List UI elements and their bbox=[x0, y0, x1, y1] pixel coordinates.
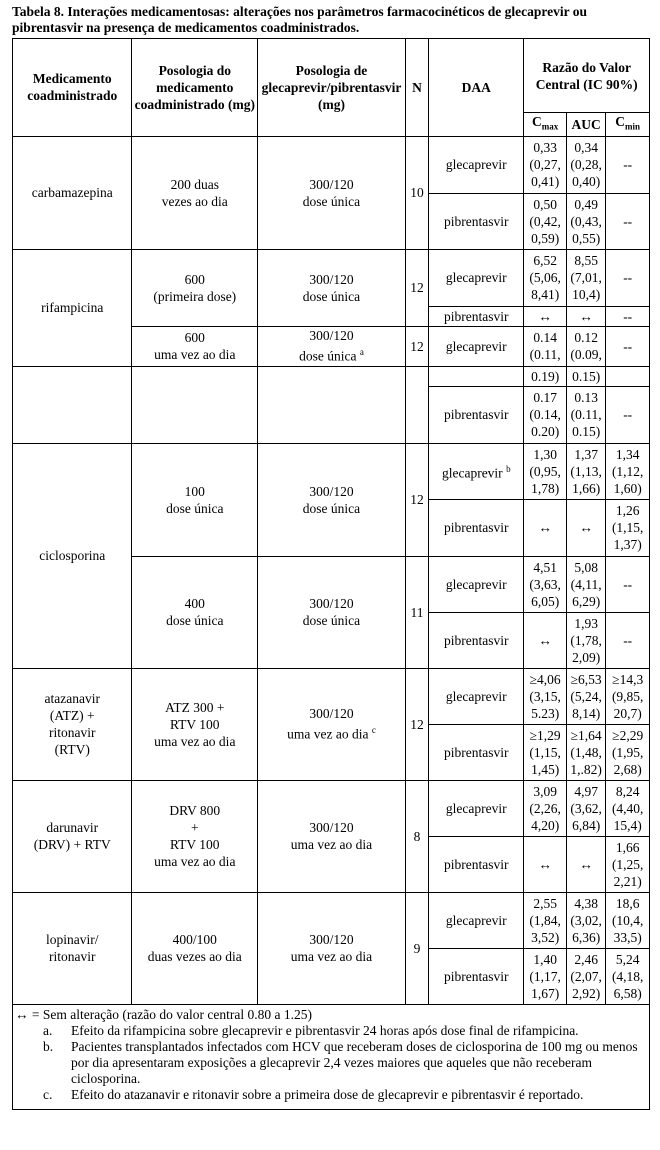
header-daa: DAA bbox=[429, 39, 524, 137]
daa-cell: glecaprevir $^b$ bbox=[429, 443, 524, 499]
cmax-cell: 0,33 (0,27, 0,41) bbox=[524, 136, 567, 193]
daa-cell: pibrentasvir bbox=[429, 612, 524, 668]
cmax-cell: 4,51 (3,63, 6,05) bbox=[524, 556, 567, 612]
cmax-cell: 0.19) bbox=[524, 366, 567, 386]
header-drug: Medicamento coadministrado bbox=[13, 39, 132, 137]
header-gp-dose: Posologia de glecaprevir/pibrentasvir (mg) bbox=[258, 39, 406, 137]
gp-dose-cell: 300/120 dose única bbox=[258, 249, 406, 326]
footnote-legend: ↔ = Sem alteração (razão do valor central 0.80 a 1.25) bbox=[15, 1006, 312, 1022]
cmin-cell: ≥14,3 (9,85, 20,7) bbox=[606, 668, 650, 724]
auc-cell: 4,38 (3,02, 6,36) bbox=[566, 892, 605, 948]
cmin-cell: 1,66 (1,25, 2,21) bbox=[606, 836, 650, 892]
daa-cell: glecaprevir bbox=[429, 668, 524, 724]
cmax-cell: 3,09 (2,26, 4,20) bbox=[524, 780, 567, 836]
auc-cell: 0,49 (0,43, 0,55) bbox=[566, 193, 605, 249]
cmin-cell-empty bbox=[606, 366, 650, 386]
auc-cell: 0.13 (0.11, 0.15) bbox=[566, 386, 605, 443]
auc-cell: 5,08 (4,11, 6,29) bbox=[566, 556, 605, 612]
dose-cell: 600 uma vez ao dia bbox=[132, 326, 258, 366]
daa-cell: pibrentasvir bbox=[429, 499, 524, 556]
cmax-cell: 2,55 (1,84, 3,52) bbox=[524, 892, 567, 948]
auc-cell: ↔ bbox=[566, 836, 605, 892]
cmax-cell: 1,30 (0,95, 1,78) bbox=[524, 443, 567, 499]
cmin-cell: ≥2,29 (1,95, 2,68) bbox=[606, 724, 650, 780]
daa-cell: pibrentasvir bbox=[429, 193, 524, 249]
cmin-cell: 18,6 (10,4, 33,5) bbox=[606, 892, 650, 948]
footnote-b: b. Pacientes transplantados infectados com HCV que receberam doses de ciclosporina de 100 mg ou menos por dia apresentaram exposições a glecaprevir 2,4 vezes maiores que aqueles que não receberam ciclosporina. bbox=[43, 1038, 638, 1086]
cmax-cell: ↔ bbox=[524, 306, 567, 326]
drug-cell: ciclosporina bbox=[13, 443, 132, 668]
cmax-cell: ↔ bbox=[524, 612, 567, 668]
header-auc: AUC bbox=[566, 113, 605, 137]
cmin-cell: -- bbox=[606, 386, 650, 443]
auc-cell: ↔ bbox=[566, 306, 605, 326]
n-cell: 8 bbox=[405, 780, 428, 892]
cmin-cell: 1,26 (1,15, 1,37) bbox=[606, 499, 650, 556]
cmin-cell: 8,24 (4,40, 15,4) bbox=[606, 780, 650, 836]
daa-cell: pibrentasvir bbox=[429, 724, 524, 780]
gp-dose-cell: 300/120 uma vez ao dia $^c$ bbox=[258, 668, 406, 780]
cmax-cell: 6,52 (5,06, 8,41) bbox=[524, 249, 567, 306]
daa-cell: pibrentasvir bbox=[429, 306, 524, 326]
cmax-cell: ≥1,29 (1,15, 1,45) bbox=[524, 724, 567, 780]
drug-cell-empty bbox=[13, 366, 132, 443]
n-cell: 12 bbox=[405, 443, 428, 556]
gp-dose-cell: 300/120 uma vez ao dia bbox=[258, 892, 406, 1004]
auc-cell: 4,97 (3,62, 6,84) bbox=[566, 780, 605, 836]
drug-cell: darunavir (DRV) + RTV bbox=[13, 780, 132, 892]
cmax-cell: ↔ bbox=[524, 499, 567, 556]
daa-cell: glecaprevir bbox=[429, 326, 524, 366]
daa-cell: glecaprevir bbox=[429, 892, 524, 948]
cmin-cell: -- bbox=[606, 306, 650, 326]
gp-dose-cell: 300/120 uma vez ao dia bbox=[258, 780, 406, 892]
gp-dose-cell: 300/120 dose única $^a$ bbox=[258, 326, 406, 366]
n-cell: 12 bbox=[405, 249, 428, 326]
header-cmin: $C_{min}$ bbox=[606, 113, 650, 137]
cmin-cell: -- bbox=[606, 249, 650, 306]
drug-cell: rifampicina bbox=[13, 249, 132, 366]
footnote-a: a. Efeito da rifampicina sobre glecaprevir e pibrentasvir 24 horas após dose final de rifampicina. bbox=[43, 1022, 579, 1038]
daa-cell: glecaprevir bbox=[429, 556, 524, 612]
daa-cell-empty bbox=[429, 366, 524, 386]
cmin-cell: -- bbox=[606, 193, 650, 249]
daa-cell: pibrentasvir bbox=[429, 836, 524, 892]
daa-cell: pibrentasvir bbox=[429, 386, 524, 443]
header-dose: Posologia do medicamento coadministrado (mg) bbox=[132, 39, 258, 137]
cmin-cell: -- bbox=[606, 326, 650, 366]
dose-cell: 100 dose única bbox=[132, 443, 258, 556]
daa-cell: pibrentasvir bbox=[429, 948, 524, 1004]
dose-cell: 200 duas vezes ao dia bbox=[132, 136, 258, 249]
auc-cell: ≥6,53 (5,24, 8,14) bbox=[566, 668, 605, 724]
cmin-cell: -- bbox=[606, 136, 650, 193]
n-cell: 12 bbox=[405, 668, 428, 780]
cmax-cell: ≥4,06 (3,15, 5.23) bbox=[524, 668, 567, 724]
dose-cell: 400 dose única bbox=[132, 556, 258, 668]
n-cell: 9 bbox=[405, 892, 428, 1004]
daa-cell: glecaprevir bbox=[429, 249, 524, 306]
auc-cell: 2,46 (2,07, 2,92) bbox=[566, 948, 605, 1004]
drug-cell: atazanavir (ATZ) + ritonavir (RTV) bbox=[13, 668, 132, 780]
footnotes bbox=[13, 1004, 650, 1109]
auc-cell: 0.15) bbox=[566, 366, 605, 386]
dose-cell: 600 (primeira dose) bbox=[132, 249, 258, 326]
table-title: Tabela 8. Interações medicamentosas: alterações nos parâmetros farmacocinéticos de glecaprevir ou pibrentasvir na presença de medicamentos coadministrados. bbox=[12, 4, 588, 35]
daa-cell: glecaprevir bbox=[429, 780, 524, 836]
drug-cell: lopinavir/ ritonavir bbox=[13, 892, 132, 1004]
dose-cell-empty bbox=[132, 366, 258, 443]
auc-cell: 8,55 (7,01, 10,4) bbox=[566, 249, 605, 306]
auc-cell: 0,34 (0,28, 0,40) bbox=[566, 136, 605, 193]
n-cell: 11 bbox=[405, 556, 428, 668]
gp-dose-cell-empty bbox=[258, 366, 406, 443]
auc-cell: 0.12 (0.09, bbox=[566, 326, 605, 366]
header-cmax: $C_{max}$ bbox=[524, 113, 567, 137]
cmin-cell: -- bbox=[606, 556, 650, 612]
cmax-cell: 0,50 (0,42, 0,59) bbox=[524, 193, 567, 249]
auc-cell: ≥1,64 (1,48, 1,.82) bbox=[566, 724, 605, 780]
cmax-cell: 1,40 (1,17, 1,67) bbox=[524, 948, 567, 1004]
cmin-cell: 5,24 (4,18, 6,58) bbox=[606, 948, 650, 1004]
drug-cell: carbamazepina bbox=[13, 136, 132, 249]
auc-cell: 1,37 (1,13, 1,66) bbox=[566, 443, 605, 499]
daa-cell: glecaprevir bbox=[429, 136, 524, 193]
dose-cell: ATZ 300 + RTV 100 uma vez ao dia bbox=[132, 668, 258, 780]
cmax-cell: ↔ bbox=[524, 836, 567, 892]
cmax-cell: 0.14 (0.11, bbox=[524, 326, 567, 366]
gp-dose-cell: 300/120 dose única bbox=[258, 136, 406, 249]
header-n: N bbox=[405, 39, 428, 137]
cmax-cell: 0.17 (0.14, 0.20) bbox=[524, 386, 567, 443]
cmin-cell: 1,34 (1,12, 1,60) bbox=[606, 443, 650, 499]
auc-cell: ↔ bbox=[566, 499, 605, 556]
gp-dose-cell: 300/120 dose única bbox=[258, 556, 406, 668]
n-cell: 10 bbox=[405, 136, 428, 249]
cmin-cell: -- bbox=[606, 612, 650, 668]
dose-cell: 400/100 duas vezes ao dia bbox=[132, 892, 258, 1004]
n-cell: 12 bbox=[405, 326, 428, 366]
drug-interactions-table bbox=[12, 38, 650, 1110]
header-ratio: Razão do Valor Central (IC 90%) bbox=[524, 39, 650, 113]
n-cell-empty bbox=[405, 366, 428, 443]
auc-cell: 1,93 (1,78, 2,09) bbox=[566, 612, 605, 668]
footnote-c: c. Efeito do atazanavir e ritonavir sobre a primeira dose de glecaprevir e pibrentasvir é reportado. bbox=[43, 1086, 584, 1102]
dose-cell: DRV 800 + RTV 100 uma vez ao dia bbox=[132, 780, 258, 892]
gp-dose-cell: 300/120 dose única bbox=[258, 443, 406, 556]
